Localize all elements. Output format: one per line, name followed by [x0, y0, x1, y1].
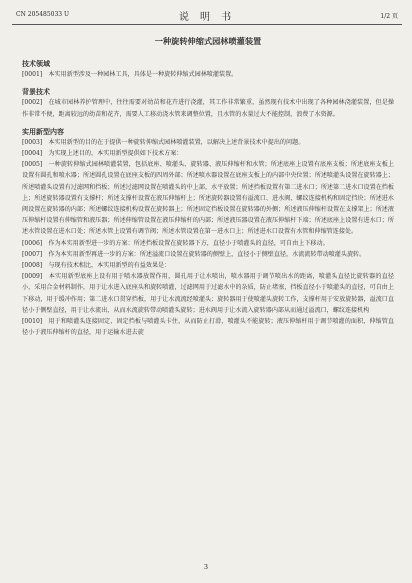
paragraph: [0004] 为实现上述目的，本实用新型提供如下技术方案： — [22, 150, 183, 158]
paragraph: [0003] 本实用新型的目的在于提供一种旋转伸缩式园林喷灌装置，以解决上述背景技术中提出的问题。 — [22, 138, 305, 146]
paragraph: [0006] 作为本实用新型进一步的方案：所述挡板设置在旋转器下方，直径小于喷灌头的直径，可自由上下移动。 — [22, 239, 329, 247]
page-footer-number: 3 — [203, 563, 209, 571]
section-heading-content: 实用新型内容 — [22, 126, 64, 136]
page-header — [12, 8, 402, 25]
paragraph: [0005] 一种旋转伸缩式园林喷灌装置，包括底座、喷灌头、旋转器、液压伸缩杆和水管；所述底座上设置有底座支板；所述底座支板上设置有圆孔和喷水器；所述圆孔设置在底座支板的四周外部；所述喷水器设置在底座支板上的内部中央位置；所述喷灌头设置在旋转器上；所述喷灌头设置有过滤网和挡板；所述过滤网设置在喷灌头的中上部，水平放置；所述挡板设置有第二进水口；所述第二进水口设置在挡板上；所述旋转器设置有支撑杆；所述支撑杆设置在液压伸缩杆上；所述旋转器设置有溢流口、进水阀、螺纹连接机构和固定挡块；所述进水阀设置在旋转器的内部；所述螺纹连接机构设置在旋转器上；所述固定挡板设置在旋转器的外侧；所述液压伸缩杆设置在支撑架上；所述液压伸缩杆设置有伸缩管和液压器；所述伸缩管设置在液压伸缩杆的内部；所述液压器设置在液压伸缩杆下端；所述底座上设置有进水口；所述水管设置在进水口处；所述水管上设置有调节阀；所述水管设置在第一进水口上；所述进水口设置有水管和伸缩管连接处。 — [22, 161, 394, 236]
paragraph: [0009] 本实用新型底座上设有用于喷水器放置作用，圆孔用于让水喷出，喷水器用于调节喷出水的距离，喷灌头直径比旋转器的直径小，采用合金材料制作，用于让水进入底座头和旋转喷灌，过滤网用于过滤水中的杂质，防止堵塞，挡板直径小于喷灌头的直径，可自由上下移动，用于缓冲作用；第二进水口贯穿挡板，用于让水流流经喷灌头；旋转器用于使喷灌头旋转工作，支撑杆用于安放旋转器，溢流口直径小于侧壁直径，用于让水流出，从而水流旋转带动喷灌头旋转；进水阀用于让水流入旋转器内部从而通过溢流口，螺纹连接机构 — [22, 273, 394, 314]
page-indicator: 1/2 页 — [380, 13, 398, 20]
paragraph: [0010] 用于和喷灌头连接固定，固定挡板与喷灌头卡住，从而防止打滑，喷灌头不能旋转；液压伸缩杆用于调节喷灌的面积，伸缩管直径小于液压伸缩杆的直径，用于运输水进去旋 — [22, 318, 394, 337]
paragraph: [0002] 在城市园林养护管理中，往往需要对幼苗和花卉进行浇灌，其工作非常繁重，虽然现有技术中出现了各种园林浇灌装置，但是操作非常不便，距离较远的幼苗和花卉，需要人工移动浇水管来调整位置，且水管的水量过大不能控制，浪费了水资源。 — [22, 99, 394, 118]
section-heading-technical-field: 技术领域 — [22, 59, 50, 69]
document-body — [22, 36, 394, 338]
document-number: CN 205485033 U — [16, 11, 70, 18]
document-type-title: 说 明 书 — [178, 12, 236, 23]
paragraph: [0007] 作为本实用新型再进一步的方案：所述溢流口设置在旋转器的侧壁上，直径小于侧壁直径，水流流转带动喷灌头旋转。 — [22, 250, 366, 258]
paragraph: [0001] 本实用新型涉及一种园林工具，具体是一种旋转伸缩式园林喷灌装置。 — [22, 71, 238, 79]
paragraph: [0008] 与现有技术相比，本实用新型的有益效果是： — [22, 262, 171, 270]
section-heading-background: 背景技术 — [22, 87, 50, 97]
patent-title: 一种旋转伸缩式园林喷灌装置 — [154, 36, 262, 46]
